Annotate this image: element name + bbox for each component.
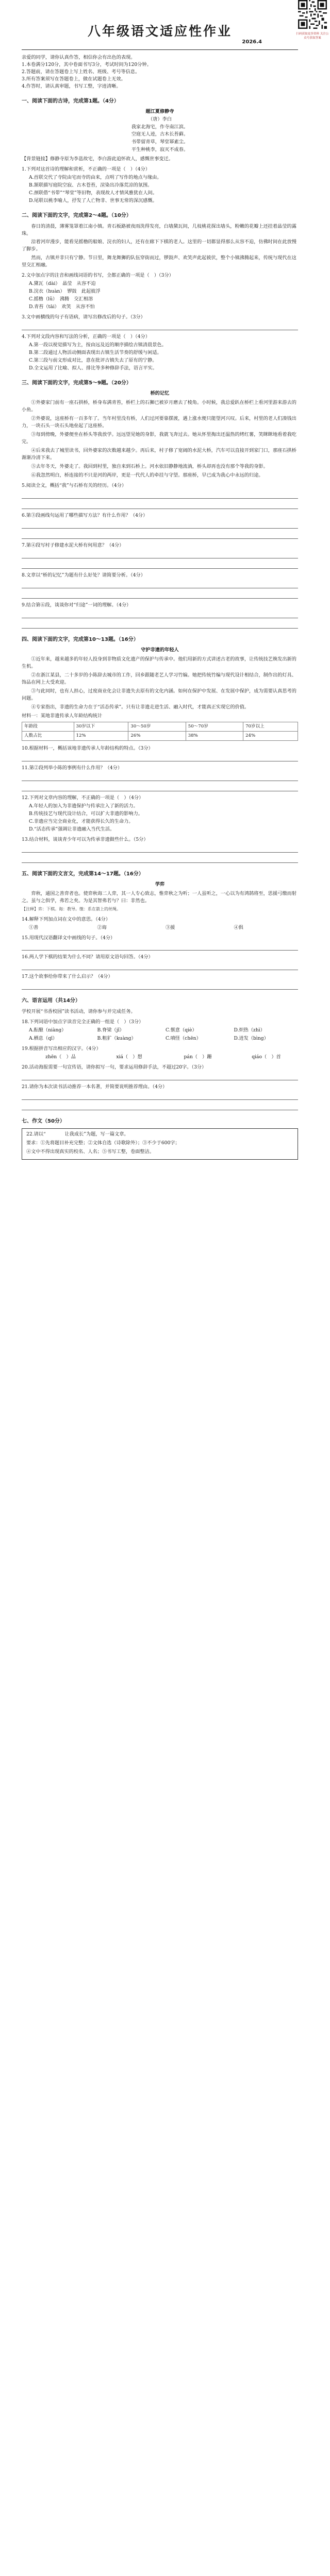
- qr-code-icon[interactable]: [298, 0, 327, 29]
- answer-line[interactable]: [22, 754, 298, 761]
- option: A.第一段以视觉描写为主，按由远及近的顺序描绘古镇清晨景色。: [29, 342, 167, 348]
- option: B.脊梁（jǐ）: [97, 1027, 124, 1033]
- passage-paragraph: ⑤去年冬天，外婆走了。我回到村里，独自来到石桥上。河水依旧静静地流淌，桥头却再也没有那个等我的身影。: [31, 464, 268, 470]
- option: D.青苔（tāi） 欢笑 从容不怕: [29, 304, 95, 310]
- table-cell: 30～50岁: [128, 722, 186, 732]
- option: A.黛瓦（dài） 晶莹 从容不迫: [29, 281, 96, 287]
- option: A.年轻人的加入为非遗保护与传承注入了新的活力。: [29, 803, 138, 809]
- passage-paragraph: 弈秋，通国之善弈者也。使弈秋诲二人弈，其一人专心致志，惟弈秋之为听；一人虽听之，一心以为有鸿鹄将至，思援弓缴而射之。虽与之俱学，弗若之矣。为是其智弗若与？曰：非然也。: [22, 891, 296, 904]
- question-1: 1.下列对这首诗的理解和赏析，不正确的一项是（ ）（4分）: [22, 166, 150, 173]
- title-divider: [22, 49, 298, 50]
- table-row: [22, 722, 298, 732]
- question-20: 20.活动海报需要一句宣传语，请你拟写一句，要求运用修辞手法，不超过20字。（3分）: [22, 1064, 207, 1070]
- passage-title: 守护非遗的年轻人: [141, 647, 179, 653]
- pinyin-blank[interactable]: zhēn（ ）品: [45, 1054, 76, 1060]
- option: D.“活态传承”强调让非遗融入当代生活。: [29, 826, 115, 833]
- passage-paragraph: 沿着河岸漫步，能看见摇橹的船娘、浣衣的妇人，还有在廊下下棋的老人。这里的一切都显得那么从容不迫，仿佛时间在此放慢了脚步。: [22, 239, 296, 252]
- answer-line[interactable]: [22, 323, 298, 330]
- question-16: 16.两人学下棋的结果为什么不同？请用原文语句回答。（4分）: [22, 954, 153, 960]
- passage-paragraph: ②在浙江某县，二十多岁的小陈辞去城市的工作，回乡跟随老艺人学习竹编。她把传统竹编与现代设计相结合，制作出的灯具、饰品在网上大受欢迎。: [22, 672, 296, 686]
- page-footer: [22, 1164, 298, 1169]
- option: D.全文运用了比喻、拟人、排比等多种修辞手法，语言平实。: [29, 365, 157, 371]
- passage-paragraph: 然而，古镇并非只有宁静。节日里，舞龙舞狮的队伍穿街而过，锣鼓声、欢笑声此起彼伏，整个小镇沸腾起来，传统与现代在这里交汇相融。: [22, 255, 296, 268]
- answer-line[interactable]: [22, 963, 298, 970]
- word-blank[interactable]: ①善: [29, 924, 48, 930]
- essay-requirement: ④文中不得出现真实的校名、人名；⑤书写工整，卷面整洁。: [26, 1148, 155, 1155]
- answer-line[interactable]: [22, 562, 298, 569]
- answer-line[interactable]: [22, 1103, 298, 1110]
- word-blank[interactable]: ③援: [166, 924, 185, 930]
- section-1-heading: 一、阅读下面的古诗，完成第1题。（4分）: [22, 98, 119, 104]
- passage-title: 学弈: [155, 882, 165, 888]
- notice-line: 1.本卷满分120分，其中卷面书写3分，考试时间为120分钟。: [22, 61, 152, 67]
- poem-title: 题江夏修静寺: [145, 109, 174, 115]
- question-15: 15.用现代汉语翻译文中画线的句子。（4分）: [22, 935, 116, 941]
- answer-line[interactable]: [22, 521, 298, 529]
- question-1-options: [29, 174, 298, 205]
- question-12: 12.下列对文章内容的理解，不正确的一项是（ ）（4分）: [22, 795, 144, 801]
- notice-line: 2.答题前，请在答题卷上写上姓名、班级、考号等信息。: [22, 69, 140, 75]
- qr-caption: 扫码获取更多资料 关注公众号获取答案: [296, 32, 329, 40]
- notice-line: 亲爱的同学，请你认真作答，相信你会有出色的表现。: [22, 55, 136, 60]
- answer-line[interactable]: [22, 581, 298, 588]
- poem: [22, 108, 298, 154]
- word-blank[interactable]: ②诲: [97, 924, 117, 930]
- option: B.第二段通过人物活动侧面表现出古镇生活节奏的舒缓与闲适。: [29, 350, 162, 356]
- option: A.首联交代了寺院由宅而寺的由来，点明了写作的地点与缘由。: [29, 175, 162, 181]
- qr-block-top: [296, 0, 329, 40]
- pinyin-blank[interactable]: xiá（ ）想: [116, 1054, 142, 1060]
- question-18: 18.下列词语中加点字读音完全正确的一组是（ ）（3分）: [22, 1019, 144, 1025]
- table-cell: 38%: [186, 732, 243, 741]
- answer-line[interactable]: [22, 532, 298, 539]
- essay-title-prompt: 22.请以“ 让我成长”为题，写一篇文章。: [26, 1131, 129, 1137]
- option: B.传统技艺与现代设计结合，可以扩大非遗的影响力。: [29, 811, 143, 817]
- option: B.颔联描写庭院空寂、古木苍苔，渲染出冷落荒凉的氛围。: [29, 182, 153, 189]
- question-17: 17.这个故事给你带来了什么启示？（4分）: [22, 974, 113, 980]
- table-cell: 70岁以上: [243, 722, 298, 732]
- passage-paragraph: ①外婆家门前有一座石拱桥，桥身布满青苔，桥栏上的石狮已被岁月磨去了棱角。小时候，我总爱趴在桥栏上看河里游来游去的小鱼。: [22, 400, 296, 413]
- passage-paragraph: ③每到傍晚，外婆便坐在桥头等我放学。远远望见她的身影，我就飞奔过去。她从怀里掏出还温热的烤红薯，笑眯眯地看着我吃完。: [22, 432, 296, 445]
- table-row: [22, 732, 298, 741]
- answer-line[interactable]: [22, 982, 298, 990]
- page-title: 八年级语文适应性作业: [87, 24, 232, 39]
- poem-line: 平生种桃李，寂灭不成春。: [131, 146, 189, 152]
- passage-title: 桥的记忆: [150, 391, 170, 397]
- option: C.摇橹（lǔ） 沸腾 交汇相溶: [29, 296, 93, 302]
- poem-line: 书带留青草，琴堂幂素尘。: [131, 139, 189, 145]
- exam-notice: [22, 54, 298, 90]
- question-3: 3.文中画横线的句子有语病，请写出修改后的句子。（3分）: [22, 314, 145, 320]
- table-cell: 人数占比: [22, 732, 74, 741]
- exam-date: 2026.4: [242, 39, 262, 45]
- answer-line[interactable]: [22, 551, 298, 558]
- poem-author: （唐）李白: [148, 116, 172, 122]
- table-caption: 材料一：某地非遗传承人年龄结构统计: [22, 713, 103, 719]
- table-cell: 30岁以下: [74, 722, 128, 732]
- answer-line[interactable]: [22, 621, 298, 629]
- option: C.颈联借“书带”“琴堂”等旧物，表现故人才情风雅犹在人间。: [29, 190, 157, 196]
- section-5-heading: 五、阅读下面的文言文，完成第14～17题。（16分）: [22, 871, 144, 877]
- question-21: 21.请你为本次读书活动推荐一本名著，并简要说明推荐理由。（4分）: [22, 1083, 168, 1090]
- table-cell: 26%: [128, 732, 186, 741]
- option: C.第三段与前文形成对比，意在批评古镇失去了原有的宁静。: [29, 358, 157, 364]
- question-4: 4.下列对文段内容和写法的分析，正确的一项是（ ）（4分）: [22, 334, 150, 340]
- question-13: 13.结合材料，谈谈青少年可以为传承非遗做些什么。（5分）: [22, 837, 148, 843]
- pinyin-row: [29, 1054, 298, 1061]
- essay-prompt: [22, 1128, 298, 1160]
- table-cell: 24%: [243, 732, 298, 741]
- passage-paragraph: ③与此同时，也有人担心，过度商业化会让非遗失去原有的文化内涵。如何在保护中发展、在发展中保护，成为需要认真思考的问题。: [22, 688, 296, 702]
- answer-line[interactable]: [22, 502, 298, 509]
- options-row: [29, 1035, 298, 1042]
- statistics-table: [22, 722, 298, 741]
- option: D.炽热（zhì）: [234, 1027, 265, 1033]
- answer-line[interactable]: [22, 845, 298, 853]
- poem-line: 我家北海宅，作寺南江滨。: [131, 124, 189, 130]
- passage-paragraph: ⑥我忽然明白，桥连接的不只是河的两岸，更是一代代人的牵挂与守望。那座桥，早已成为我心中永远的归途。: [31, 472, 263, 479]
- options-row: [29, 1027, 298, 1034]
- question-2: 2.文中加点字的注音和画线词语的书写，全都正确的一项是（ ）（3分）: [22, 273, 174, 279]
- answer-line[interactable]: [22, 1093, 298, 1100]
- answer-line[interactable]: [22, 784, 298, 791]
- question-5: 5.阅读全文，概括“我”与石桥有关的经历。（4分）: [22, 483, 127, 489]
- option: C.非遗应当完全商业化，才能获得长久的生命力。: [29, 819, 134, 825]
- question-4-options: [29, 342, 298, 372]
- passage-paragraph: ④后来我去了城里读书，回外婆家的次数越来越少。再后来，村子修了宽阔的水泥大桥，汽车可以直接开到家门口，那座石拱桥渐渐冷清下来。: [22, 448, 296, 461]
- annotation-note: 【注释】弈：下棋。诲：教导。缴：系在箭上的丝绳。: [22, 907, 121, 912]
- question-6: 6.第③段画线句运用了哪些描写方法？有什么作用？（4分）: [22, 513, 148, 519]
- question-19: 19.根据拼音写出相应的汉字。（4分）: [22, 1045, 101, 1052]
- word-blank[interactable]: ④俱: [234, 924, 253, 930]
- answer-line[interactable]: [22, 856, 298, 863]
- activity-intro: 学校开展“书香校园”读书活动，请你参与并完成任务。: [22, 1008, 136, 1014]
- question-10: 10.根据材料一，概括该地非遗传承人年龄结构的特点。（3分）: [22, 745, 153, 752]
- section-4-heading: 四、阅读下面的文字，完成第10～13题。（16分）: [22, 637, 139, 643]
- question-12-options: [29, 803, 298, 833]
- notice-line: 3.所有答案须写在答题卷上，做在试题卷上无效。: [22, 76, 126, 82]
- answer-line[interactable]: [22, 774, 298, 781]
- answer-line[interactable]: [22, 611, 298, 618]
- poem-line: 空庭无人迹，古木长苔藓。: [131, 131, 189, 138]
- question-2-options: [29, 280, 298, 311]
- option: C.惬意（qiè）: [166, 1027, 197, 1033]
- header: [22, 11, 298, 48]
- essay-requirement: 要求：①先将题目补充完整；②文体自选（诗歌除外）；③不少于600字；: [26, 1140, 180, 1146]
- option: A.酝酿（niàng）: [29, 1027, 67, 1033]
- section-3-heading: 三、阅读下面的文字，完成第5～9题。（20分）: [22, 380, 131, 386]
- table-cell: 年龄段: [22, 722, 74, 732]
- table-cell: 50～70岁: [186, 722, 243, 732]
- answer-line[interactable]: [22, 943, 298, 951]
- question-11: 11.第②段列举小陈的事例有什么作用？（4分）: [22, 765, 123, 771]
- background-note: 【背景链接】修静寺原为李邕故宅，李白游此追怀故人，感慨世事变迁。: [22, 156, 173, 162]
- table-cell: 12%: [74, 732, 128, 741]
- answer-line[interactable]: [22, 492, 298, 499]
- passage-paragraph: ①近年来，越来越多的年轻人投身到非物质文化遗产的保护与传承中。他们用新的方式讲述古老的故事，让传统技艺焕发出新的生机。: [22, 656, 296, 670]
- section-7-heading: 七、作文（50分）: [22, 1118, 65, 1124]
- question-7: 7.第④段写村子修建水泥大桥有何用意？（4分）: [22, 543, 124, 549]
- option: B.粗犷（kuàng）: [97, 1035, 136, 1041]
- question-14: 14.解释下列加点词在文中的意思。（4分）: [22, 916, 111, 922]
- section-6-heading: 六、语言运用（共14分）: [22, 998, 80, 1004]
- question-8: 8.文章以“桥的记忆”为题有什么好处？请简要分析。（4分）: [22, 572, 145, 579]
- option: C.嗔怪（chēn）: [166, 1035, 201, 1041]
- passage-paragraph: ④专家指出，非遗的生命力在于“活态传承”。只有让非遗走进生活、融入时代，才能真正实现它的价值。: [31, 704, 250, 710]
- section-2-heading: 二、阅读下面的文字，完成第2～4题。（10分）: [22, 213, 131, 219]
- option: D.迸发（bìng）: [234, 1035, 269, 1041]
- option: D.尾联以桃李喻人，抒发了人亡物非、世事无常的深沉感慨。: [29, 198, 157, 204]
- passage-paragraph: ②外婆说，这座桥有一百多年了。当年村里没有桥，人们过河要靠摆渡，遇上涨水便只能望河兴叹。后来，村里的老人们凑钱出力，一块石头一块石头地垒起了这座桥。: [22, 416, 296, 429]
- word-blanks: [29, 924, 298, 931]
- option: B.浣衣（huàn） 锣鼓 此起彼浮: [29, 289, 101, 295]
- pinyin-blank[interactable]: qiáo（ ）首: [252, 1054, 281, 1060]
- passage-paragraph: 春日的清晨，薄雾笼罩着江南小镇。青石板路被夜雨洗得发亮，白墙黛瓦间，几枝桃花探出墙头，粉嫩的花瓣上还挂着晶莹的露珠。: [22, 223, 296, 236]
- answer-line[interactable]: [22, 1073, 298, 1080]
- notice-line: 4.作答时，请认真审题，书写工整，字迹清晰。: [22, 83, 121, 89]
- pinyin-blank[interactable]: pán（ ）跚: [184, 1054, 212, 1060]
- question-9: 9.结合第⑥段，谈谈你对“归途”一词的理解。（4分）: [22, 602, 131, 608]
- option: A.栖息（qī）: [29, 1035, 58, 1041]
- answer-line[interactable]: [22, 591, 298, 599]
